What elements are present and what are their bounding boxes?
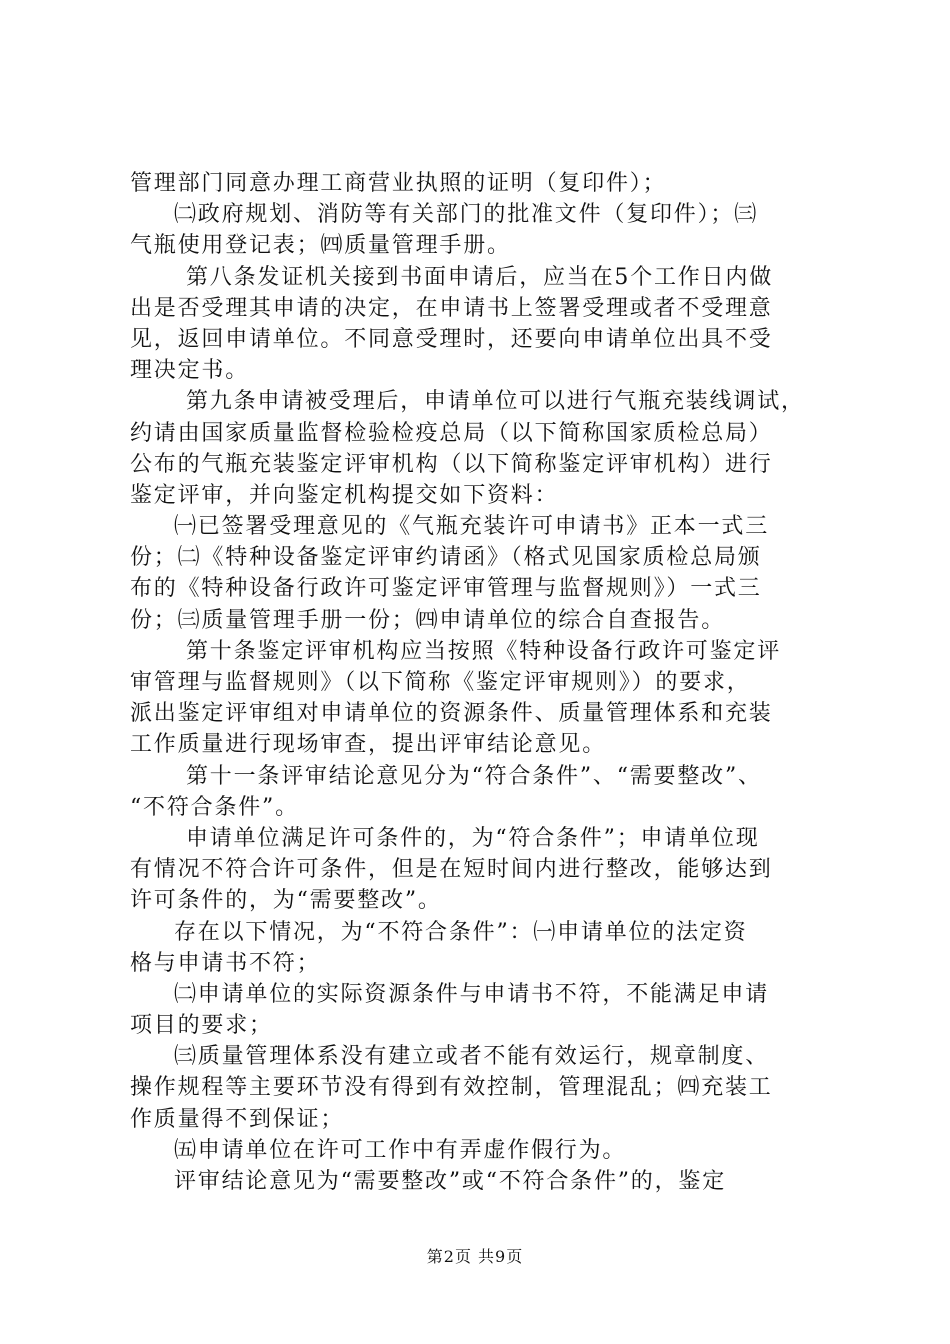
document-body bbox=[130, 168, 830, 1197]
text-line: 第十条鉴定评审机构应当按照《特种设备行政许可鉴定评 bbox=[186, 638, 782, 664]
text-line: 份；㈡《特种设备鉴定评审约请函》（格式见国家质检总局颁 bbox=[130, 545, 762, 571]
text-line: 存在以下情况，为“不符合条件”：㈠申请单位的法定资 bbox=[174, 919, 748, 945]
page-number-footer: 第2页 共9页 bbox=[426, 1247, 524, 1266]
text-line: 许可条件的，为“需要整改”。 bbox=[130, 888, 442, 914]
text-line: 派出鉴定评审组对申请单位的资源条件、质量管理体系和充装 bbox=[130, 701, 773, 727]
text-line: 审管理与监督规则》（以下简称《鉴定评审规则》）的要求， bbox=[130, 670, 751, 695]
text-line: 申请单位满足许可条件的，为“符合条件”；申请单位现 bbox=[186, 825, 760, 851]
text-line: 管理部门同意办理工商营业执照的证明（复印件）； bbox=[130, 171, 667, 196]
text-line: 鉴定评审，并向鉴定机构提交如下资料： bbox=[130, 482, 559, 508]
text-line: ㈡政府规划、消防等有关部门的批准文件（复印件）；㈢ bbox=[174, 202, 759, 228]
text-line: 有情况不符合许可条件，但是在短时间内进行整改，能够达到 bbox=[130, 857, 773, 883]
text-line: 工作质量进行现场审查，提出评审结论意见。 bbox=[130, 732, 607, 758]
text-line: 气瓶使用登记表；㈣质量管理手册。 bbox=[130, 233, 511, 259]
text-line: 布的《特种设备行政许可鉴定评审管理与监督规则》）一式三 bbox=[130, 576, 762, 602]
text-line: 格与申请书不符； bbox=[130, 950, 321, 976]
text-line: 理决定书。 bbox=[130, 358, 250, 384]
text-line: 项目的要求； bbox=[130, 1013, 273, 1039]
text-line: 约请由国家质量监督检验检疫总局（以下简称国家质检总局） bbox=[130, 420, 773, 446]
text-line: ㈠已签署受理意见的《气瓶充装许可申请书》正本一式三 bbox=[174, 514, 770, 540]
text-line: 出是否受理其申请的决定，在申请书上签署受理或者不受理意 bbox=[130, 295, 773, 321]
text-line: ㈡申请单位的实际资源条件与申请书不符，不能满足申请 bbox=[174, 981, 770, 1007]
text-line: 份；㈢质量管理手册一份；㈣申请单位的综合自查报告。 bbox=[130, 607, 726, 633]
text-line: 见，返回申请单位。不同意受理时，还要向申请单位出具不受 bbox=[130, 326, 773, 352]
text-line: ㈤申请单位在许可工作中有弄虚作假行为。 bbox=[174, 1137, 627, 1163]
text-line: 第八条发证机关接到书面申请后，应当在5个工作日内做 bbox=[186, 264, 773, 290]
text-line: 操作规程等主要环节没有得到有效控制，管理混乱；㈣充装工 bbox=[130, 1075, 773, 1101]
text-line: 公布的气瓶充装鉴定评审机构（以下简称鉴定评审机构）进行 bbox=[130, 451, 773, 477]
text-line: ㈢质量管理体系没有建立或者不能有效运行，规章制度、 bbox=[174, 1044, 770, 1070]
text-line: “不符合条件”。 bbox=[130, 794, 299, 820]
text-line: 作质量得不到保证； bbox=[130, 1106, 345, 1132]
text-line: 第九条申请被受理后，申请单位可以进行气瓶充装线调试， bbox=[186, 389, 805, 415]
text-line: 第十一条评审结论意见分为“符合条件”、“需要整改”、 bbox=[186, 763, 762, 789]
text-line: 评审结论意见为“需要整改”或“不符合条件”的，鉴定 bbox=[174, 1169, 726, 1194]
